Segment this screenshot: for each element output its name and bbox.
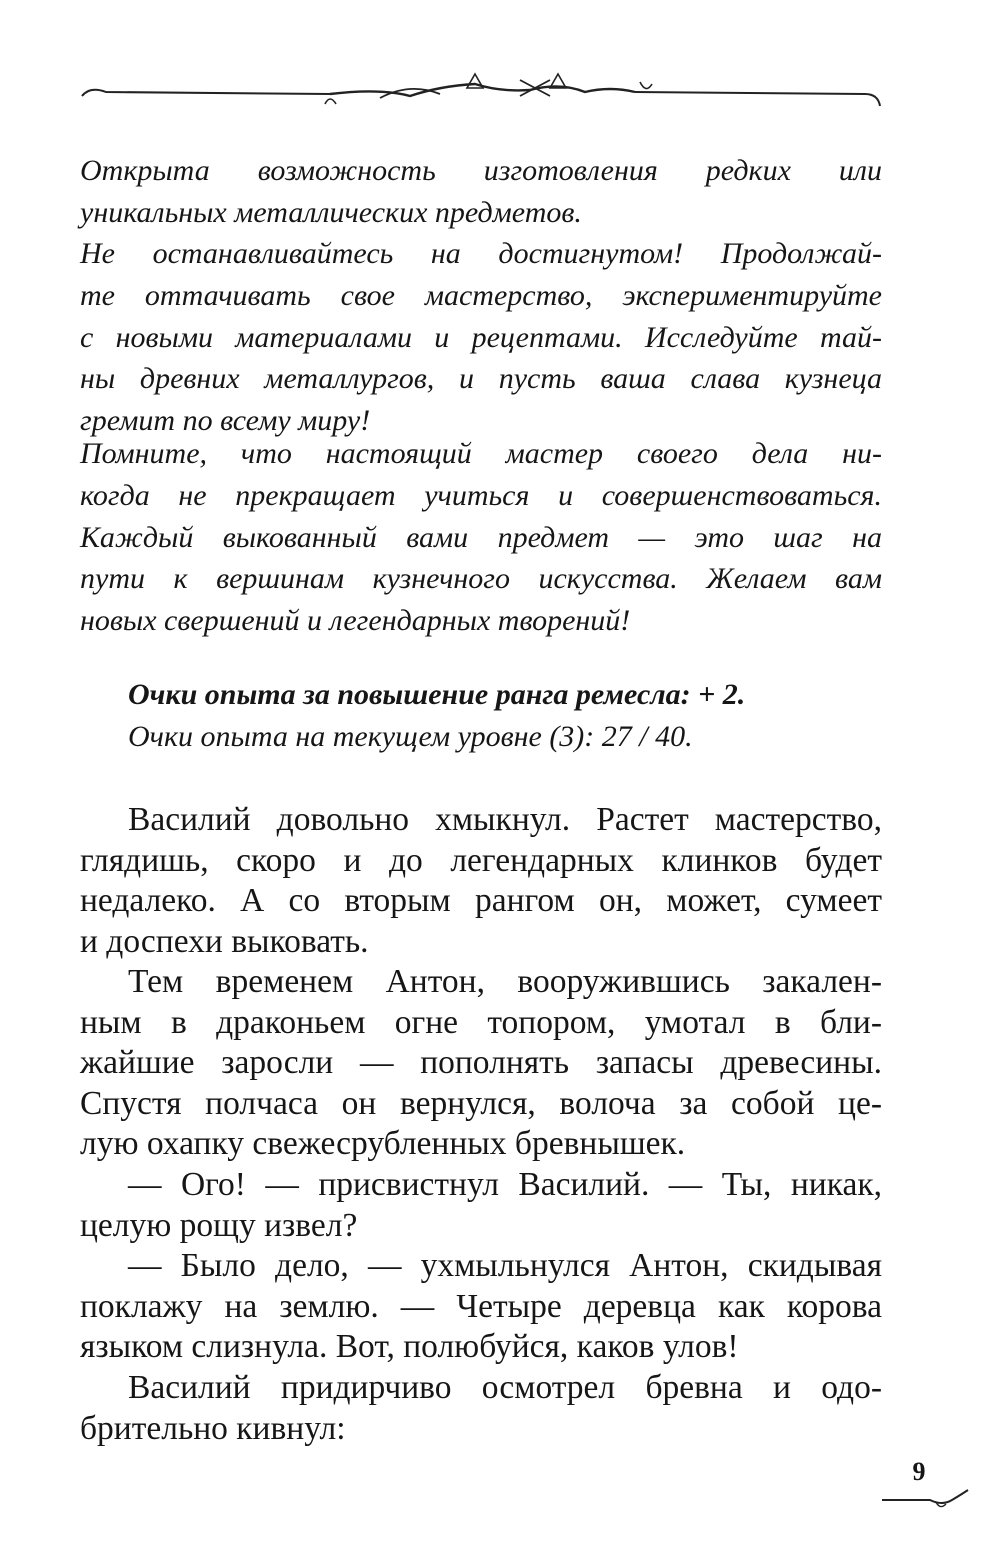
text-line: Спустя полчаса он вернулся, волоча за собой це-: [80, 1084, 882, 1122]
story-paragraph-3: [80, 1165, 882, 1246]
text-line: недалеко. А со вторым рангом он, может, сумеет: [80, 882, 882, 920]
text-line: Каждый выкованный вами предмет — это шаг на: [80, 520, 882, 554]
text-line: пути к вершинам кузнечного искусства. Желаем вам: [80, 562, 882, 596]
story-paragraph-2: [80, 962, 882, 1165]
text-line: лую охапку свежесрубленных бревнышек.: [80, 1125, 686, 1163]
text-line: целую рощу извел?: [80, 1206, 358, 1244]
text-line: и доспехи выковать.: [80, 922, 369, 960]
text-line: жайшие заросли — пополнять запасы древесины.: [80, 1044, 882, 1082]
text-line: когда не прекращает учиться и совершенствоваться.: [80, 478, 882, 512]
text-line: Василий придирчиво осмотрел бревна и одо-: [128, 1369, 882, 1406]
text-line: новых свершений и легендарных творений!: [80, 604, 631, 638]
text-line: поклажу на землю. — Четыре деревца как корова: [80, 1287, 882, 1325]
text-line: уникальных металлических предметов.: [80, 195, 582, 229]
text-line: Не останавливайтесь на достигнутом! Продолжай-: [80, 237, 882, 270]
page-number-ornament: [880, 1488, 972, 1512]
text-line: Тем временем Антон, вооружившись закален-: [128, 963, 882, 1000]
text-line: — Ого! — присвистнул Василий. — Ты, никак,: [128, 1166, 882, 1203]
system-paragraph-1: [80, 150, 882, 234]
text-line: Открыта возможность изготовления редких или: [80, 154, 882, 187]
story-paragraph-5: [80, 1368, 882, 1449]
page-number: 9: [912, 1457, 926, 1486]
story-paragraph-1: [80, 800, 882, 962]
text-line: ны древних металлургов, и пусть ваша слава кузнеца: [80, 362, 882, 396]
experience-rank-bonus: Очки опыта за повышение ранга ремесла: + 2.: [128, 678, 746, 711]
text-line: Василий довольно хмыкнул. Растет мастерство,: [128, 801, 882, 838]
text-line: ным в драконьем огне топором, умотал в бли-: [80, 1003, 882, 1041]
text-line: языком слизнула. Вот, полюбуйся, каков улов!: [80, 1328, 739, 1366]
text-line: брительно кивнул:: [80, 1409, 346, 1447]
system-paragraph-2: [80, 233, 882, 442]
text-line: с новыми материалами и рецептами. Исследуйте тай-: [80, 320, 882, 354]
system-paragraph-3: [80, 433, 882, 642]
text-line: гремит по всему миру!: [80, 404, 371, 438]
text-line: Помните, что настоящий мастер своего дела ни-: [80, 437, 882, 470]
text-line: — Было дело, — ухмыльнулся Антон, скидывая: [128, 1247, 882, 1284]
story-paragraph-4: [80, 1246, 882, 1368]
top-ornament-divider: [80, 70, 886, 120]
experience-current-level: Очки опыта на текущем уровне (3): 27 / 40.: [128, 720, 693, 753]
text-line: глядишь, скоро и до легендарных клинков будет: [80, 841, 882, 879]
text-line: те оттачивать свое мастерство, экспериментируйте: [80, 278, 882, 312]
